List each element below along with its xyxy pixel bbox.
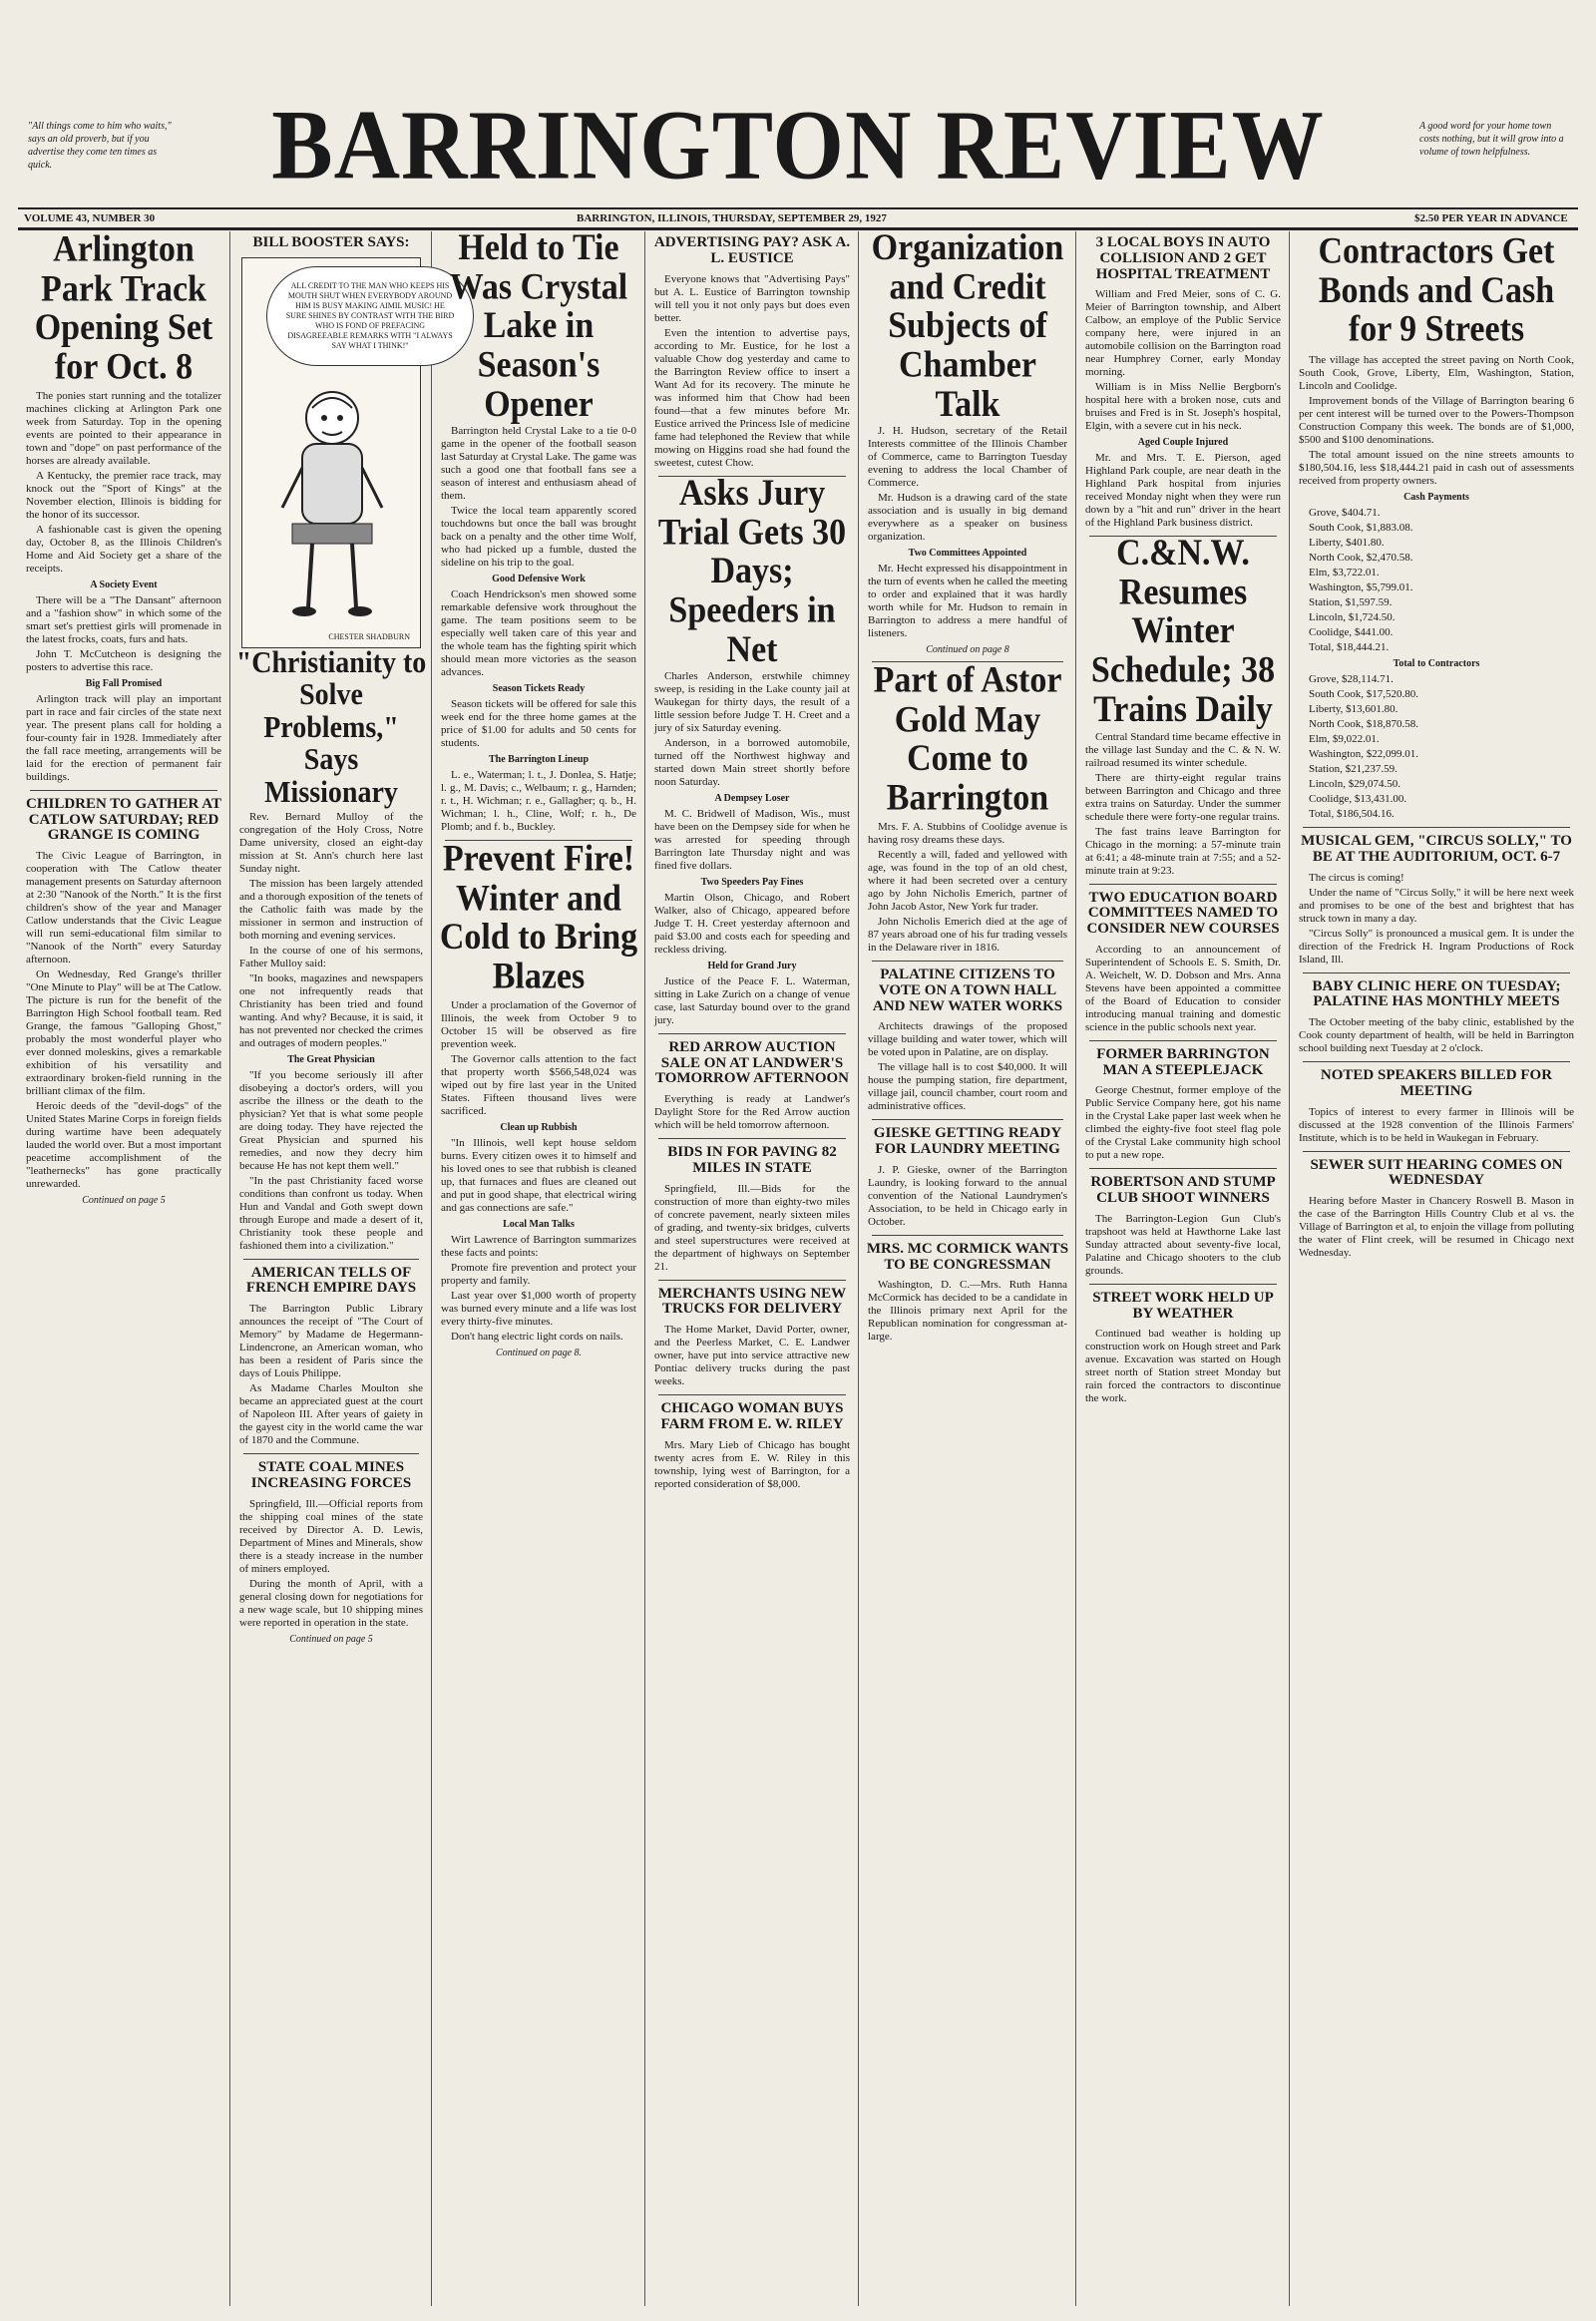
article-paragraph: The village has accepted the street paving on North Cook, South Cook, Grove, Liberty, Elm, Washington, Station, Lincoln and Coolidge.	[1299, 354, 1574, 393]
headline-palatine-vote: PALATINE CITIZENS TO VOTE ON A TOWN HALL AND NEW WATER WORKS	[872, 967, 1063, 1014]
list-item: Washington, $5,799.01.	[1309, 581, 1413, 594]
divider	[1089, 1284, 1277, 1285]
headline-children-catlow: CHILDREN TO GATHER AT CATLOW SATURDAY; RED GRANGE IS COMING	[25, 795, 222, 844]
subhead: Two Committees Appointed	[908, 548, 1027, 560]
list-item: Grove, $28,114.71.	[1309, 673, 1394, 686]
divider	[1089, 884, 1277, 885]
headline-advertising-pay: ADVERTISING PAY? ASK A. L. EUSTICE	[653, 234, 851, 266]
divider	[1089, 1040, 1277, 1041]
divider	[658, 1033, 846, 1034]
headline-winter-schedule: C.&N.W. Resumes Winter Schedule; 38 Trains Daily	[1090, 533, 1276, 730]
list-item: South Cook, $1,883.08.	[1309, 522, 1413, 535]
list-item: Total, $186,504.16.	[1309, 808, 1395, 821]
subhead: The Barrington Lineup	[488, 754, 590, 766]
article-paragraph: Springfield, Ill.—Official reports from the shipping coal mines of the state received by Director A. D. Lewis, Department of Mines and Minerals, show there is a steady increase in the number of miners employed.	[239, 1497, 423, 1575]
list-item: Coolidge, $13,431.00.	[1309, 793, 1407, 806]
article-paragraph: Arlington track will play an important part in race and fair circles of the state next year. The present plans call for holding a four-county fair in 1928. Immediately after the fall race meeting, arrangements will be laid for the erection of permanent fair buildings.	[26, 692, 221, 783]
volume-number: VOLUME 43, NUMBER 30	[24, 212, 156, 224]
headline-mccormick: MRS. MC CORMICK WANTS TO BE CONGRESSMAN	[866, 1240, 1069, 1273]
continued-note: Continued on page 8	[926, 644, 1009, 656]
divider	[872, 961, 1063, 962]
subhead: Season Tickets Ready	[492, 683, 586, 695]
continued-note: Continued on page 5	[82, 1195, 166, 1206]
divider	[658, 1280, 846, 1281]
divider	[1303, 1151, 1570, 1152]
divider	[658, 1394, 846, 1395]
subhead: The Great Physician	[287, 1053, 375, 1065]
article-paragraph: A Kentucky, the premier race track, may knock out the "Sport of Kings" at the November election, Illinois is bidding for the honor of its successor.	[26, 469, 221, 521]
article-paragraph: "In books, magazines and newspapers one not infrequently reads that Christianity has been tried and found wanting. And why? Because, it is said, it has not prevented nor checked the crimes and outrages of modern peoples."	[239, 971, 423, 1049]
column-rule	[644, 231, 645, 2306]
article-paragraph: Topics of interest to every farmer in Illinois will be discussed at the 1928 convention of the Illinois Farmers' Institute, which is to be held in Waukegan in February.	[1299, 1105, 1574, 1144]
article-paragraph: Season tickets will be offered for sale this week end for the three home games at the price of $1.00 for adults and 50 cents for students.	[441, 698, 636, 750]
article-paragraph: Everyone knows that "Advertising Pays" but A. L. Eustice of Barrington township will tell you it not only pays but does even better.	[654, 272, 850, 324]
headline-gieske-laundry: GIESKE GETTING READY FOR LAUNDRY MEETING	[873, 1125, 1062, 1158]
headline-steeplejack: FORMER BARRINGTON MAN A STEEPLEJACK	[1096, 1045, 1270, 1078]
list-item: Liberty, $13,601.80.	[1309, 703, 1398, 716]
article-paragraph: Architects drawings of the proposed village building and water tower, which will be voted upon in Palatine, are on display.	[868, 1020, 1067, 1059]
cartoonist-signature: CHESTER SHADBURN	[328, 631, 410, 641]
article-paragraph: Mrs. F. A. Stubbins of Coolidge avenue is having rosy dreams these days.	[868, 821, 1067, 847]
article-paragraph: The circus is coming!	[1309, 871, 1404, 884]
article-paragraph: M. C. Bridwell of Madison, Wis., must have been on the Dempsey side for when he was arrested for speeding through Barrington late Thursday night and was fined five dollars.	[654, 807, 850, 872]
article-paragraph: William and Fred Meier, sons of C. G. Meier of Barrington township, and Albert Calbow, an employe of the Public Service company here, were injured in an automobile collision on the Barrington road near Humphrey Corner, early Monday morning.	[1085, 288, 1281, 379]
divider	[1303, 1061, 1570, 1062]
subhead: Big Fall Promised	[85, 677, 163, 689]
headline-arlington-park: Arlington Park Track Opening Set for Oct. 8	[34, 228, 213, 388]
article-paragraph: J. H. Hudson, secretary of the Retail Interests committee of the Illinois Chamber of Commerce, came to Barrington Tuesday evening to address the local Chamber of Commerce.	[868, 425, 1067, 490]
subhead: Clean up Rubbish	[500, 1122, 578, 1134]
masthead-title: BARRINGTON REVIEW	[271, 89, 1325, 200]
list-item: Elm, $9,022.01.	[1309, 733, 1380, 746]
headline-education-board: TWO EDUCATION BOARD COMMITTEES NAMED TO CONSIDER NEW COURSES	[1086, 889, 1280, 938]
article-paragraph: The mission has been largely attended and a thorough exposition of the tenets of the Catholic faith was made by the missioner in sermon and instruction of both morning and evening services.	[239, 877, 423, 942]
article-paragraph: The Governor calls attention to the fact that property worth $566,548,024 was wiped out by fire last year in the United States. Fifteen thousand lives were sacrificed.	[441, 1053, 636, 1118]
article-paragraph: As Madame Charles Moulton she became an appreciated guest at the court of Napoleon III. After years of gaiety in the gayest city in the world came the war of 1870 and the Commune.	[239, 1382, 423, 1447]
subhead: A Dempsey Loser	[714, 792, 790, 804]
divider	[1303, 827, 1570, 828]
headline-baby-clinic: BABY CLINIC HERE ON TUESDAY; PALATINE HAS MONTHLY MEETS	[1312, 977, 1561, 1010]
column-rule	[858, 231, 859, 2306]
article-paragraph: Even the intention to advertise pays, according to Mr. Eustice, for he lost a valuable Chow dog yesterday and came to the Barrington Review office to insert a Want Ad for its recovery. The minute he was informed him that Chow had been found—that a few minutes before Mr. Eustice arrived the Princess Isle of medicine fame had telephoned the Review that while mowing on Higgins road she had found the sweetest, cutest Chow.	[654, 326, 850, 469]
article-paragraph: There are thirty-eight regular trains between Barrington and Chicago and three extra trains on Saturday. Under the summer schedule there were forty-one regular trains.	[1085, 771, 1281, 823]
continued-note: Continued on page 8.	[495, 1348, 583, 1359]
article-paragraph: "In Illinois, well kept house seldom burns. Every citizen owes it to himself and his loved ones to see that rubbish is cleaned up, that furnaces and flues are cleaned out and put in good shape, that electrical wiring and gas connections are safe."	[441, 1137, 636, 1215]
article-paragraph: The October meeting of the baby clinic, established by the Cook county department of health, will be held in Barrington school building next Tuesday at 2 o'clock.	[1299, 1016, 1574, 1055]
headline-sewer-suit: SEWER SUIT HEARING COMES ON WEDNESDAY	[1310, 1156, 1563, 1189]
column-rule	[1075, 231, 1076, 2306]
subhead: Good Defensive Work	[492, 574, 586, 585]
article-paragraph: Wirt Lawrence of Barrington summarizes these facts and points:	[441, 1234, 636, 1260]
article-paragraph: The fast trains leave Barrington for Chicago in the morning: a 57-minute train at 6:41; a 48-minute train at 7:55; and a 52-minute train at 9:23.	[1085, 825, 1281, 877]
article-paragraph: Last year over $1,000 worth of property was burned every minute and a life was lost every thirty-five minutes.	[441, 1290, 636, 1329]
article-paragraph: Under the name of "Circus Solly," it will be here next week and promises to be one of the best and brightest that has struck town in many a day.	[1299, 886, 1574, 925]
article-paragraph: According to an announcement of Superintendent of Schools E. S. Smith, Dr. A. Weichelt, W. D. Dobson and Mrs. Anna Stevens have been appointed a committee of the Board of Education to consider introducing manual training and domestic science in the public schools next year.	[1085, 943, 1281, 1033]
article-paragraph: "In the past Christianity faced worse conditions than confront us today. When Hun and Vandal and Goth swept down through Europe and made a desert of it, Christianity took these people and fashioned them into a civilization."	[239, 1174, 423, 1252]
column-rule	[1289, 231, 1290, 2306]
article-paragraph: The Home Market, David Porter, owner, and the Peerless Market, C. E. Landwer owner, have put into service attractive new Pontiac delivery trucks during the past weeks.	[654, 1324, 850, 1388]
headline-circus-solly: MUSICAL GEM, "CIRCUS SOLLY," TO BE AT THE AUDITORIUM, OCT. 6-7	[1301, 833, 1572, 865]
list-item: Coolidge, $441.00.	[1309, 626, 1394, 639]
article-paragraph: Central Standard time became effective in the village last Sunday and the C. & N. W. railroad resumed its winter schedule.	[1085, 730, 1281, 769]
left-ear: "All things come to him who waits," says an old proverb, but if you advertise they come ten times as quick.	[28, 121, 172, 171]
subhead: Total to Contractors	[1393, 658, 1480, 670]
subhead: Aged Couple Injured	[1137, 437, 1229, 449]
list-item: Lincoln, $29,074.50.	[1309, 778, 1400, 791]
article-paragraph: L. e., Waterman; l. t., J. Donlea, S. Hatje; l. g., M. Davis; c., Welbaum; r. g., Harnden; r. t., H. Wichman; r. e., Gallagher; q. b., H. Wichman; l. h., Cline, Wolf; r. h., De Plomb; and f. b., Buckley.	[441, 769, 636, 834]
list-item: Washington, $22,099.01.	[1309, 748, 1419, 761]
column-3	[437, 226, 640, 2311]
article-paragraph: John Nicholis Emerich died at the age of 87 years abroad one of his fur trading vessels in the Delaware river in 1816.	[868, 916, 1067, 955]
headline-coal-mines: STATE COAL MINES INCREASING FORCES	[250, 1459, 412, 1491]
article-paragraph: George Chestnut, former employe of the Public Service Company here, got his name in the Crystal Lake paper last week when he climbed the eighty-five foot steel flag pole of the Crystal Lake community high school to put a new rope.	[1085, 1084, 1281, 1162]
article-paragraph: William is in Miss Nellie Bergborn's hospital here with a broken nose, cuts and bruises and Fred is in St. Joseph's hospital, Elgin, with a severe cut in his neck.	[1085, 381, 1281, 433]
article-paragraph: The total amount issued on the nine streets amounts to $180,504.16, less $18,444.21 paid in cash out of assessments received from property owners.	[1299, 449, 1574, 488]
article-paragraph: The Barrington-Legion Gun Club's trapshoot was held at Hawthorne Lake last Sunday attracted about seventy-five local, Palatine and Chicago shooters to the club grounds.	[1085, 1212, 1281, 1277]
column-rule	[229, 231, 230, 2306]
subhead: A Society Event	[90, 579, 158, 590]
article-paragraph: Promote fire prevention and protect your property and family.	[441, 1262, 636, 1288]
list-item: North Cook, $18,870.58.	[1309, 718, 1418, 731]
headline-jury-trial: Asks Jury Trial Gets 30 Days; Speeders in Net	[657, 472, 847, 670]
article-paragraph: Continued bad weather is holding up construction work on Hough street and Park avenue. Excavation was started on Hough street north of Station street Monday but rain forced the contractors to discontinue the work.	[1085, 1328, 1281, 1405]
headline-merchants-trucks: MERCHANTS USING NEW TRUCKS FOR DELIVERY	[657, 1285, 847, 1318]
headline-astor-gold: Part of Astor Gold May Come to Barrington	[873, 660, 1062, 819]
column-4	[650, 231, 854, 2311]
list-item: South Cook, $17,520.80.	[1309, 688, 1419, 701]
list-item: Total, $18,444.21.	[1309, 641, 1390, 654]
column-1	[22, 228, 225, 2311]
subhead: Two Speeders Pay Fines	[700, 876, 804, 888]
dateline: BARRINGTON, ILLINOIS, THURSDAY, SEPTEMBER 29, 1927	[577, 212, 887, 224]
subhead: Cash Payments	[1403, 492, 1469, 504]
divider	[30, 790, 217, 791]
cartoon-speech-bubble: ALL CREDIT TO THE MAN WHO KEEPS HIS MOUTH SHUT WHEN EVERYBODY AROUND HIM IS BUSY MAKING AIMIL MUSIC! HE SURE SHINES BY CONTRAST WITH THE BIRD WHO IS FOND OF PREFACING DISAGREEABLE REMARKS WITH "I ALWAYS SAY WHAT I THINK!"	[266, 266, 474, 366]
headline-red-arrow: RED ARROW AUCTION SALE ON AT LANDWER'S TOMORROW AFTERNOON	[654, 1038, 850, 1087]
article-paragraph: Don't hang electric light cords on nails.	[451, 1331, 623, 1344]
article-paragraph: Charles Anderson, erstwhile chimney sweep, is residing in the Lake county jail at Waukegan for thirty days, the result of a little session before Judge T. H. Creet and a jury of six Saturday evening.	[654, 669, 850, 734]
folio-line	[18, 207, 1578, 230]
article-paragraph: Barrington held Crystal Lake to a tie 0-0 game in the opener of the football season last Saturday at Crystal Lake. The game was such a good one that football fans see a season of interest and enthusiasm ahead of them.	[441, 425, 636, 503]
article-paragraph: On Wednesday, Red Grange's thriller "One Minute to Play" will be at The Catlow. The picture is run for the benefit of the Barrington High School football team. Red Grange, the famous "Galloping Ghost," probably the most wonderful player who ever donned moleskins, gives a remarkable exhibition of his versatility and extraordinary broken-field running in the brilliant climax of the film.	[26, 968, 221, 1097]
list-item: Grove, $404.71.	[1309, 507, 1381, 520]
list-item: North Cook, $2,470.58.	[1309, 552, 1413, 565]
article-paragraph: Heroic deeds of the "devil-dogs" of the United States Marine Corps in foreign fields during wartime have been adequately lauded the world over. But a most important peacetime accomplishment of the "leathernecks" has gone practically unrewarded.	[26, 1100, 221, 1190]
article-paragraph: Coach Hendrickson's men showed some remarkable defensive work throughout the game. The team positions seem to be especially well taken care of this year and the whole team has the fighting spirit which should mean more victories as the season advances.	[441, 588, 636, 679]
headline-chamber-talk: Organization and Credit Subjects of Chamber Talk	[871, 226, 1064, 425]
headline-prevent-fire: Prevent Fire! Winter and Cold to Bring Blazes	[439, 839, 638, 997]
article-paragraph: A fashionable cast is given the opening day, October 8, as the Illinois Children's Home and Aid Society get a share of the receipts.	[26, 523, 221, 575]
subhead: Held for Grand Jury	[707, 960, 797, 971]
article-paragraph: Recently a will, faded and yellowed with age, was found in the top of an old chest, where it had been secreted over a century ago by John Nicholis Emerich, partner of John Jacob Astor, New York fur trader.	[868, 849, 1067, 914]
subscription-price: $2.50 PER YEAR IN ADVANCE	[1414, 212, 1568, 224]
bill-booster-cartoon	[241, 257, 455, 648]
article-paragraph: Mr. Hudson is a drawing card of the state association and is usually in big demand everywhere as a speaker on business organization.	[868, 492, 1067, 544]
article-paragraph: The Civic League of Barrington, in cooperation with The Catlow theater management presents on Saturday afternoon at 2:30 "Nanook of the North." It is the first children's show of the year and Manager Catlow understands that the Civic League will run semi-educational film similar to "Nanook of the North" every Saturday afternoon.	[26, 850, 221, 966]
headline-club-shoot: ROBERTSON AND STUMP CLUB SHOOT WINNERS	[1090, 1174, 1276, 1207]
cartoon-figure-icon	[272, 378, 402, 627]
headline-crystal-lake: Held to Tie Was Crystal Lake in Season's Opener	[449, 226, 628, 425]
article-paragraph: Martin Olson, Chicago, and Robert Walker, also of Chicago, appeared before Judge T. H. Creet yesterday afternoon and paid $3.00 and costs each for speeding and reckless driving.	[654, 891, 850, 956]
article-paragraph: The village hall is to cost $40,000. It will house the pumping station, fire department, village jail, council chamber, court room and administrative offices.	[868, 1061, 1067, 1113]
article-paragraph: Twice the local team apparently scored touchdowns but once the ball was brought back on a penalty and the other time Wolf, who had picked up a fumble, dusted the sideline on his trip to the goal.	[441, 505, 636, 570]
headline-street-work: STREET WORK HELD UP BY WEATHER	[1092, 1289, 1274, 1322]
article-paragraph: Anderson, in a borrowed automobile, turned off the Northwest highway and started down Main street shortly before noon Saturday.	[654, 736, 850, 788]
article-paragraph: Under a proclamation of the Governor of Illinois, the week from October 9 to October 15 will be observed as fire prevention week.	[441, 999, 636, 1051]
article-paragraph: The ponies start running and the totalizer machines clicking at Arlington Park one week from Saturday. Top in the opening events are pointed to their appearance in town and "dope" on past performance of the horses are already available.	[26, 389, 221, 467]
headline-noted-speakers: NOTED SPEAKERS BILLED FOR MEETING	[1320, 1067, 1553, 1099]
continued-note: Continued on page 5	[289, 1633, 373, 1645]
list-item: Lincoln, $1,724.50.	[1309, 611, 1396, 624]
article-paragraph: "Circus Solly" is pronounced a musical gem. It is under the direction of the Fredrick H. Ingram Productions of Rock Island, Ill.	[1299, 927, 1574, 966]
article-paragraph: Washington, D. C.—Mrs. Ruth Hanna McCormick has decided to be a candidate in the Illinois primary next April for the Republican nomination for congressman at-large.	[868, 1279, 1067, 1344]
article-paragraph: Mr. and Mrs. T. E. Pierson, aged Highland Park couple, are near death in the Highland Park hospital from injuries received Monday night when they were run down by a "hit and run" driver in the heart of the Highland Park business district.	[1085, 452, 1281, 530]
column-2	[235, 231, 455, 2311]
column-rule	[431, 231, 432, 2306]
divider	[243, 1453, 419, 1454]
article-paragraph: Improvement bonds of the Village of Barrington bearing 6 per cent interest will be turned over to the Powers-Thompson Construction Company this week. The bonds are of $1,000, $500 and $100 denominations.	[1299, 395, 1574, 447]
article-paragraph: Hearing before Master in Chancery Roswell B. Mason in the case of the Barrington Hills Country Club et al vs. the Village of Barrington et al, to enjoin the village from polluting the water of Flint creek, will be resumed in Chicago next Wednesday.	[1299, 1195, 1574, 1260]
article-paragraph: Mr. Hecht expressed his disappointment in the turn of events when he called the meeting to order and explained that it was hardly worth while for Mr. Hudson to remain in Barrington to address a mere handful of listeners.	[868, 563, 1067, 640]
headline-contractors-bonds: Contractors Get Bonds and Cash for 9 Streets	[1318, 230, 1555, 350]
right-ear: A good word for your home town costs nothing, but it will grow into a volume of town helpfulness.	[1419, 121, 1564, 158]
article-paragraph: Everything is ready at Landwer's Daylight Store for the Red Arrow auction which will be held tomorrow afternoon.	[654, 1093, 850, 1132]
headline-christianity: "Christianity to Solve Problems," Says Missionary	[235, 645, 427, 809]
article-paragraph: Rev. Bernard Mulloy of the congregation of the Holy Cross, Notre Dame university, closed an eight-day mission at St. Ann's church here last Sunday night.	[239, 810, 423, 875]
divider	[243, 1259, 419, 1260]
headline-french-empire: AMERICAN TELLS OF FRENCH EMPIRE DAYS	[245, 1264, 417, 1297]
column-5	[864, 226, 1071, 2311]
divider	[1089, 1168, 1277, 1169]
list-item: Station, $1,597.59.	[1309, 596, 1393, 609]
subhead: Local Man Talks	[503, 1219, 575, 1231]
article-paragraph: There will be a "The Dansant" afternoon and a "fashion show" in which some of the smart set's prettiest girls will promenade in the latest frocks, coats, furs and hats.	[26, 593, 221, 645]
column-7	[1295, 231, 1578, 2311]
list-item: Elm, $3,722.01.	[1309, 567, 1380, 580]
article-paragraph: Justice of the Peace F. L. Waterman, sitting in Lake Zurich on a change of venue case, last Saturday bound over to the grand jury.	[654, 974, 850, 1026]
divider	[872, 1119, 1063, 1120]
headline-chicago-woman: CHICAGO WOMAN BUYS FARM FROM E. W. RILEY	[660, 1400, 844, 1432]
column-6	[1081, 231, 1285, 2311]
article-paragraph: During the month of April, with a general closing down for negotiations for a new wage scale, but 10 shipping mines were reported in operation in the state.	[239, 1577, 423, 1629]
article-paragraph: Springfield, Ill.—Bids for the construction of more than eighty-two miles of concrete pavement, nearly sixteen miles of grading, and twenty-six bridges, culverts and steel superstructures were received at the department of highways on September 21.	[654, 1182, 850, 1273]
article-paragraph: J. P. Gieske, owner of the Barrington Laundry, is looking forward to the annual convention of the National Laundrymen's Association, to be held in Chicago early in October.	[868, 1163, 1067, 1228]
article-paragraph: "If you become seriously ill after disobeying a doctor's orders, will you ascribe the illness or the death to the physician? Yet that is what some people are doing today. They have rejected the Great Physician and spurned his remedies, and now they decry him because He has not kept them well."	[239, 1068, 423, 1172]
headline-auto-collision: 3 LOCAL BOYS IN AUTO COLLISION AND 2 GET HOSPITAL TREATMENT	[1095, 234, 1271, 282]
article-paragraph: Mrs. Mary Lieb of Chicago has bought twenty acres from E. W. Riley in this township, lying west of Barrington, for a reported consideration of $8,000.	[654, 1438, 850, 1490]
divider	[872, 1235, 1063, 1236]
list-item: Station, $21,237.59.	[1309, 763, 1397, 776]
headline-paving-bids: BIDS IN FOR PAVING 82 MILES IN STATE	[667, 1144, 837, 1176]
article-paragraph: The Barrington Public Library announces the receipt of "The Court of Memory" by Madame de Hegermann-Lindencrone, an American woman, who has been a resident of Paris since the days of Louis Philippe.	[239, 1303, 423, 1380]
article-paragraph: In the course of one of his sermons, Father Mulloy said:	[239, 944, 423, 969]
list-item: Liberty, $401.80.	[1309, 537, 1385, 550]
cartoon-title: BILL BOOSTER SAYS:	[252, 234, 410, 250]
divider	[658, 1138, 846, 1139]
divider	[1303, 972, 1570, 973]
article-paragraph: John T. McCutcheon is designing the posters to advertise this race.	[26, 647, 221, 673]
